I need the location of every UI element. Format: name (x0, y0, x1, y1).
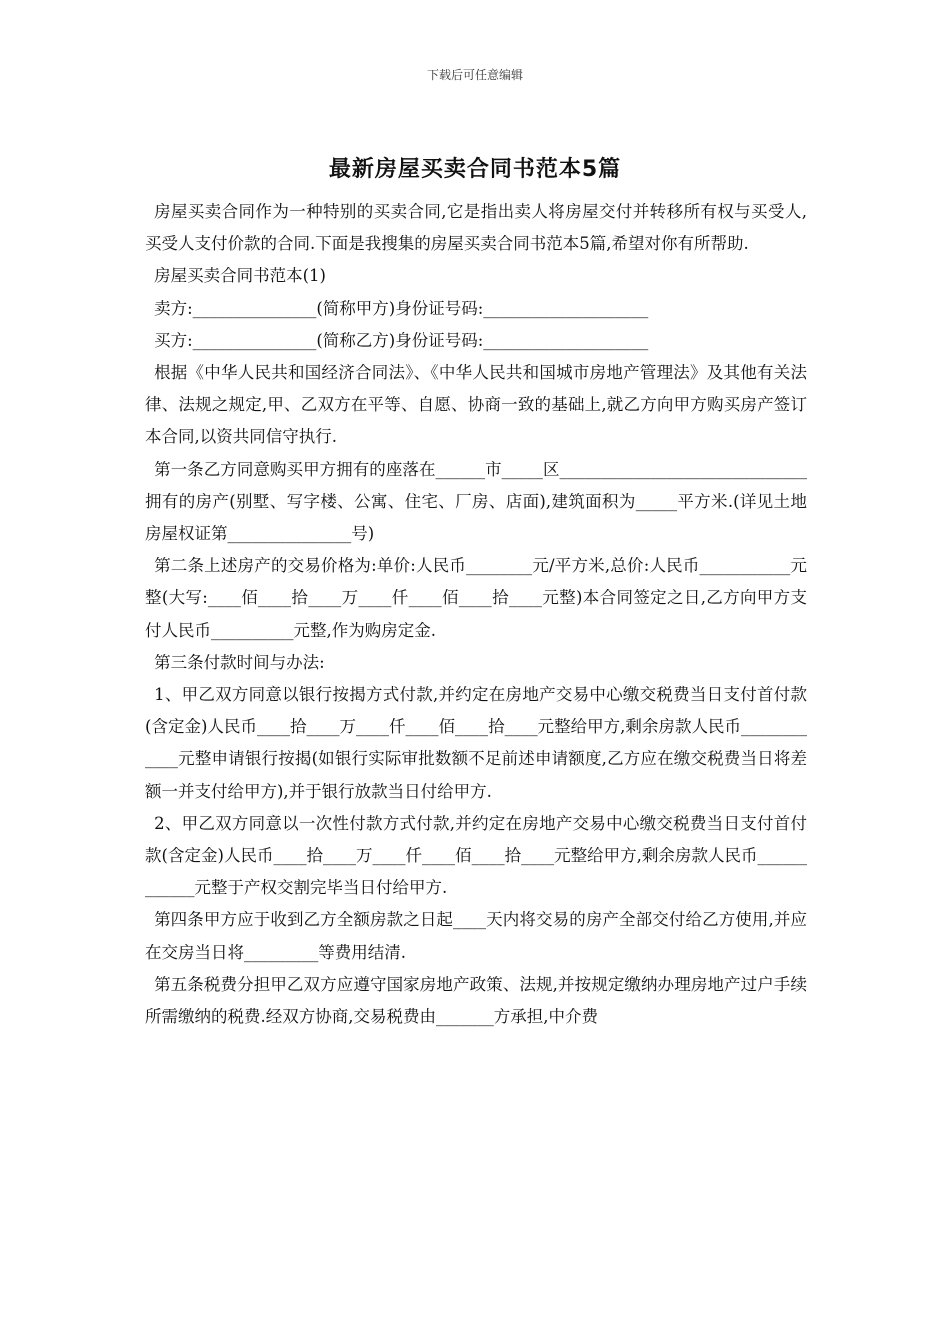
article-2: 第二条上述房产的交易价格为:单价:人民币________元/平方米,总价:人民币___________元整(大写:____佰____拾____万____仟____佰____拾____元整)本合同签定之日,乙方向甲方支付人民币__________元整,作为购房定金. (145, 556, 807, 640)
document-title: 最新房屋买卖合同书范本5篇 (328, 157, 622, 182)
article-5: 第五条税费分担甲乙双方应遵守国家房地产政策、法规,并按规定缴纳办理房地产过户手续所需缴纳的税费.经双方协商,交易税费由_______方承担,中介费 (145, 974, 807, 1027)
buyer-line: 买方:_______________(简称乙方)身份证号码:____________________ (154, 330, 649, 350)
article-3-heading: 第三条付款时间与办法: (154, 652, 325, 672)
page-header-note: 下载后可任意编辑 (426, 68, 523, 82)
legal-basis-paragraph: 根据《中华人民共和国经济合同法》、《中华人民共和国城市房地产管理法》及其他有关法律、法规之规定,甲、乙双方在平等、自愿、协商一致的基础上,就乙方向甲方购买房产签订本合同,以资共同信守执行. (145, 363, 807, 447)
article-1: 第一条乙方同意购买甲方拥有的座落在______市_____区______________________________拥有的房产(别墅、写字楼、公寓、住宅、厂房、店面),建筑面积为_____平方米.(详见土地房屋权证第_______________号) (145, 459, 807, 544)
article-4: 第四条甲方应于收到乙方全额房款之日起____天内将交易的房产全部交付给乙方使用,并应在交房当日将_________等费用结清. (145, 910, 807, 962)
seller-line: 卖方:_______________(简称甲方)身份证号码:____________________ (154, 298, 649, 318)
article-3-item-1: 1、甲乙双方同意以银行按揭方式付款,并约定在房地产交易中心缴交税费当日支付首付款(含定金)人民币____拾____万____仟____佰____拾____元整给甲方,剩余房款人民币____________元整申请银行按揭(如银行实际审批数额不足前述申请额度,乙方应在缴交税费当日将差额一并支付给甲方),并于银行放款当日付给甲方. (145, 685, 807, 801)
section-heading: 房屋买卖合同书范本(1) (154, 266, 326, 286)
article-3-item-2: 2、甲乙双方同意以一次性付款方式付款,并约定在房地产交易中心缴交税费当日支付首付款(含定金)人民币____拾____万____仟____佰____拾____元整给甲方,剩余房款人民币____________元整于产权交割完毕当日付给甲方. (145, 813, 807, 898)
document-body (145, 196, 807, 1033)
intro-paragraph: 房屋买卖合同作为一种特别的买卖合同,它是指出卖人将房屋交付并转移所有权与买受人,买受人支付价款的合同.下面是我搜集的房屋买卖合同书范本5篇,希望对你有所帮助. (145, 202, 807, 254)
